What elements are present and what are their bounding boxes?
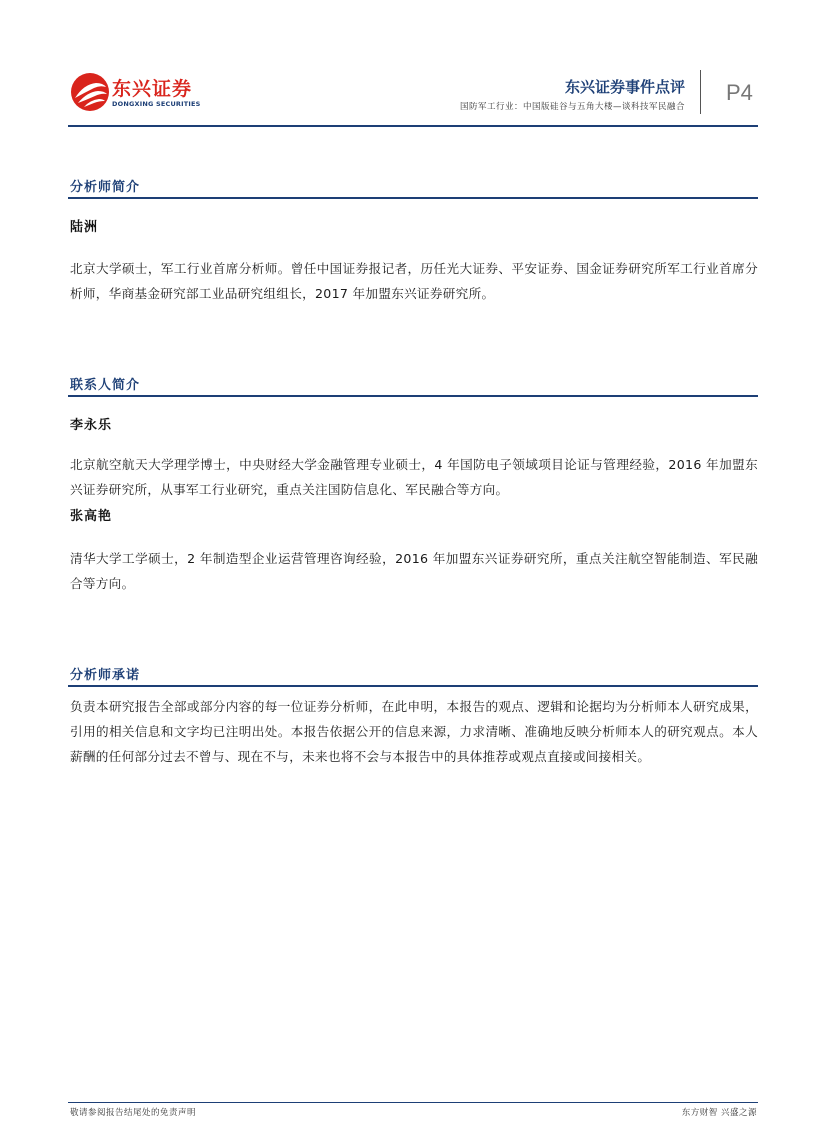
company-logo [70, 72, 200, 116]
logo-wordmark: 东兴证券 [112, 78, 193, 100]
section-rule-commitment [68, 685, 758, 687]
contact-name-1: 李永乐 [70, 418, 113, 433]
contact-bio-2: 清华大学工学硕士，2 年制造型企业运营管理咨询经验，2016 年加盟东兴证券研究所，重点关注航空智能制造、军民融合等方向。 [70, 551, 758, 591]
section-rule-contact [68, 395, 758, 397]
report-subtitle: 国防军工行业：中国版硅谷与五角大楼—谈科技军民融合 [459, 102, 685, 112]
logo-english-name: DONGXING SECURITIES [112, 100, 201, 108]
analyst-bio: 北京大学硕士，军工行业首席分析师。曾任中国证券报记者，历任光大证券、平安证券、国金证券研究所军工行业首席分析师，华商基金研究部工业品研究组组长，2017 年加盟东兴证券研究所。 [70, 261, 758, 301]
footer-slogan: 东方财智 兴盛之源 [681, 1108, 757, 1118]
header-rule [68, 125, 758, 127]
page-number: P4 [726, 80, 753, 105]
analyst-name: 陆洲 [70, 220, 99, 235]
header-divider [700, 70, 701, 114]
section-title-contact: 联系人简介 [70, 378, 141, 393]
contact-bio-1: 北京航空航天大学理学博士，中央财经大学金融管理专业硕士，4 年国防电子领域项目论证与管理经验，2016 年加盟东兴证券研究所，从事军工行业研究，重点关注国防信息化、军民融合等方向。 [70, 457, 758, 497]
footer-disclaimer-note: 敬请参阅报告结尾处的免责声明 [70, 1108, 197, 1118]
section-rule-analyst [68, 197, 758, 199]
logo-mark-icon [70, 72, 110, 112]
footer-rule [68, 1102, 758, 1103]
section-title-commitment: 分析师承诺 [70, 668, 141, 683]
commitment-text: 负责本研究报告全部或部分内容的每一位证券分析师，在此申明，本报告的观点、逻辑和论据均为分析师本人研究成果，引用的相关信息和文字均已注明出处。本报告依据公开的信息来源，力求清晰、准确地反映分析师本人的研究观点。本人薪酬的任何部分过去不曾与、现在不与，未来也将不会与本报告中的具体推荐或观点直接或间接相关。 [70, 699, 758, 764]
report-type-title: 东兴证券事件点评 [564, 78, 685, 96]
section-title-analyst: 分析师简介 [70, 180, 141, 195]
contact-name-2: 张高艳 [70, 509, 113, 524]
